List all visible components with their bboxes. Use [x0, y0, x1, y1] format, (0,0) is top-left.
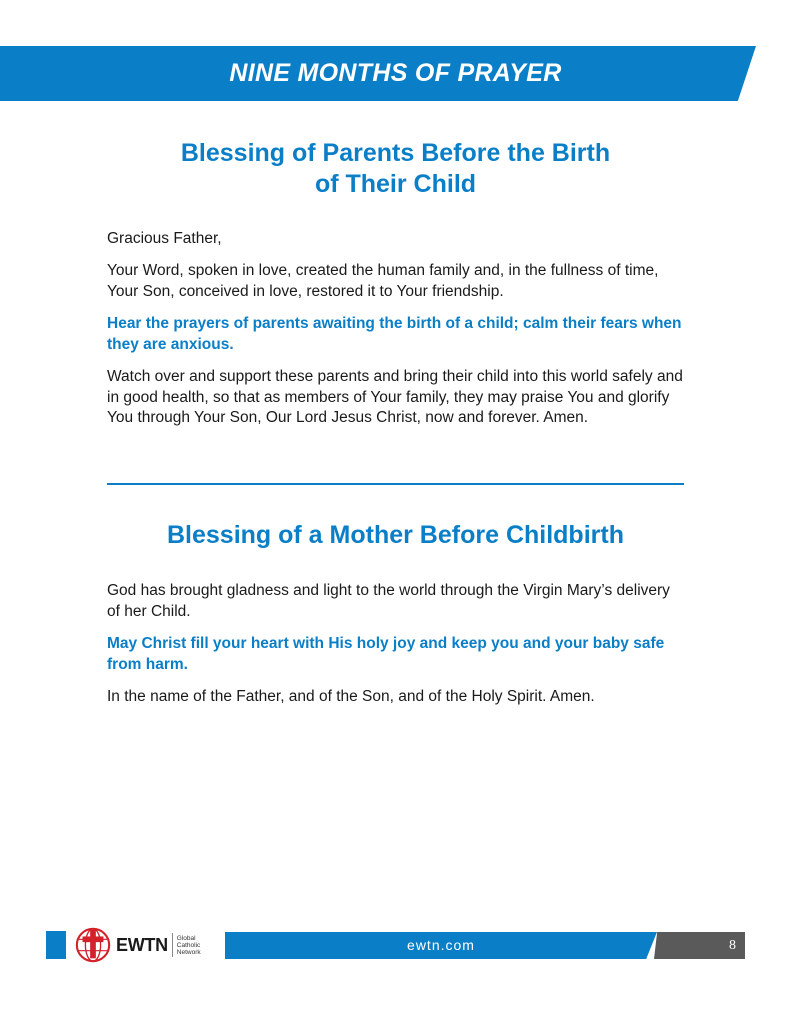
logo-wordmark: EWTN	[116, 934, 168, 955]
footer-accent-square	[46, 931, 66, 959]
heading-line-1: Blessing of Parents Before the Birth	[180, 139, 611, 167]
prayer-emphasis: May Christ fill your heart with His holy joy and keep you and your baby safe from harm.	[107, 635, 665, 673]
section-heading-mother-blessing: Blessing of a Mother Before Childbirth	[167, 521, 624, 549]
logo-tagline-line: Network	[176, 948, 201, 956]
ewtn-logo	[74, 923, 224, 967]
logo-tagline-line: Catholic	[176, 941, 201, 949]
heading-line-2: of Their Child	[314, 170, 477, 198]
prayer-emphasis: Hear the prayers of parents awaiting the birth of a child; calm their fears when they are anxious.	[107, 315, 682, 353]
logo-tagline-line: Global	[176, 934, 196, 942]
page-header-title: NINE MONTHS OF PRAYER	[229, 59, 562, 87]
logo-tagline	[177, 935, 201, 956]
prayer-paragraph: In the name of the Father, and of the Son, and of the Holy Spirit. Amen.	[107, 688, 595, 705]
prayer-paragraph: Watch over and support these parents and bring their child into this world safely and in good health, so that as members of Your family, they may praise You and glorify You through Your Son, Our Lord Jesus Christ, now and forever. Amen.	[107, 368, 683, 426]
section-divider	[107, 483, 684, 485]
globe-cross-icon	[74, 926, 112, 964]
logo-separator	[172, 933, 173, 957]
prayer-salutation: Gracious Father,	[107, 230, 222, 247]
page-number: 8	[729, 938, 736, 953]
prayer-paragraph: God has brought gladness and light to the world through the Virgin Mary’s delivery of her Child.	[107, 582, 670, 620]
footer-url-link[interactable]: ewtn.com	[407, 937, 475, 953]
prayer-paragraph: Your Word, spoken in love, created the human family and, in the fullness of time, Your Son, conceived in love, restored it to Your friendship.	[107, 262, 659, 300]
section-heading-parents-blessing	[0, 138, 791, 200]
